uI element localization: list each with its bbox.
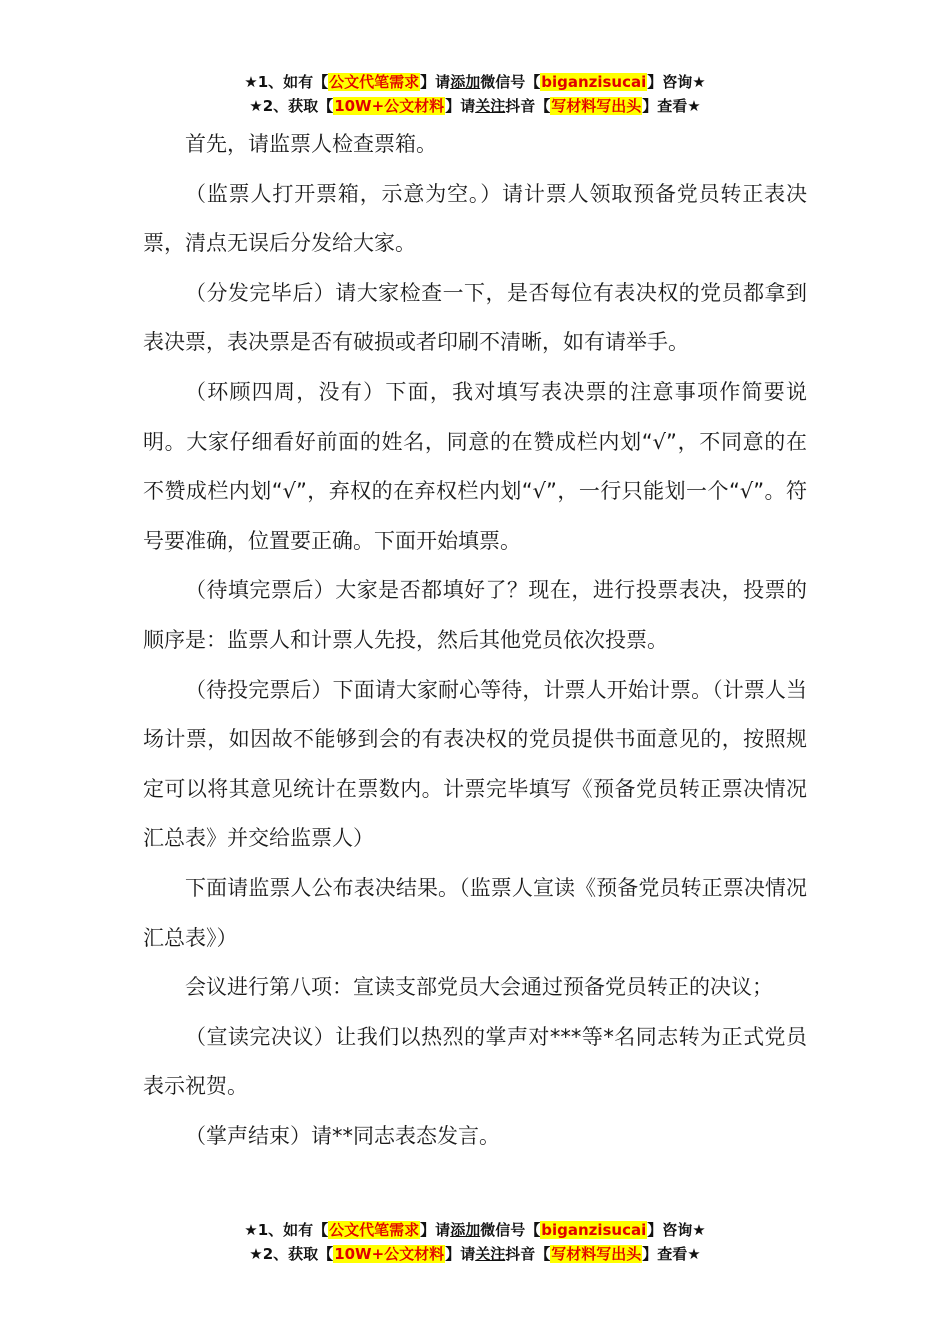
- paragraph: 会议进行第八项：宣读支部党员大会通过预备党员转正的决议；: [185, 975, 773, 1000]
- ad-text: 】查看★: [642, 97, 701, 115]
- paragraph: 下面请监票人公布表决结果。（监票人宣读《预备党员转正票决情况汇总表》）: [143, 875, 807, 950]
- ad-text: 】咨询★: [647, 73, 706, 91]
- paragraph: 首先，请监票人检查票箱。: [185, 132, 437, 156]
- ad-underline: 关注: [475, 97, 506, 115]
- ad-text: ★2、获取【: [249, 97, 334, 115]
- paragraph: （环顾四周，没有）下面，我对填写表决票的注意事项作简要说明。大家仔细看好前面的姓名，同意的在赞成栏内划“√”，不同意的在不赞成栏内划“√”，弃权的在弃权栏内划“√”，一行只能划一个“√”。符号要准确，位置要正确。下面开始填票。: [143, 379, 807, 553]
- ad-highlight: 公文代笔需求: [329, 73, 420, 91]
- paragraph: （分发完毕后）请大家检查一下，是否每位有表决权的党员都拿到表决票，表决票是否有破损或者印刷不清晰，如有请举手。: [143, 280, 807, 355]
- ad-text: ★2、获取【: [249, 1245, 334, 1263]
- header-ad-line-1: [0, 70, 950, 94]
- ad-highlight: biganzisucai: [541, 1221, 647, 1239]
- ad-highlight: 写材料写出头: [551, 1245, 642, 1263]
- header-ad-line-2: [0, 94, 950, 118]
- footer-ad-line-1: [0, 1218, 950, 1242]
- ad-text: 】请: [445, 97, 476, 115]
- paragraph: （待填完票后）大家是否都填好了？现在，进行投票表决，投票的顺序是：监票人和计票人先投，然后其他党员依次投票。: [143, 578, 807, 652]
- paragraph: （监票人打开票箱，示意为空。）请计票人领取预备党员转正表决票，清点无误后分发给大家。: [143, 181, 807, 256]
- ad-underline: 关注: [475, 1245, 506, 1263]
- ad-text: 】咨询★: [647, 1221, 706, 1239]
- ad-highlight: 10W+公文材料: [334, 1245, 445, 1263]
- paragraph: （待投完票后）下面请大家耐心等待，计票人开始计票。（计票人当场计票，如因故不能够到会的有表决权的党员提供书面意见的，按照规定可以将其意见统计在票数内。计票完毕填写《预备党员转正票决情况汇总表》并交给监票人）: [143, 677, 807, 851]
- footer-ad-line-2: [0, 1242, 950, 1266]
- ad-text: ★1、如有【: [244, 1221, 329, 1239]
- ad-text: 】查看★: [642, 1245, 701, 1263]
- header-ad: [0, 70, 950, 118]
- ad-underline: 添加: [450, 1221, 481, 1239]
- ad-text: 微信号【: [480, 73, 541, 91]
- ad-text: 】请: [420, 73, 451, 91]
- ad-underline: 添加: [450, 73, 481, 91]
- ad-highlight: 公文代笔需求: [329, 1221, 420, 1239]
- paragraph: （宣读完决议）让我们以热烈的掌声对***等*名同志转为正式党员表示祝贺。: [143, 1024, 807, 1099]
- ad-text: 微信号【: [480, 1221, 541, 1239]
- document-body: [143, 120, 807, 1161]
- ad-text: ★1、如有【: [244, 73, 329, 91]
- ad-text: 抖音【: [505, 1245, 551, 1263]
- paragraph: （掌声结束）请**同志表态发言。: [185, 1123, 500, 1148]
- ad-text: 】请: [445, 1245, 476, 1263]
- ad-text: 抖音【: [505, 97, 551, 115]
- ad-highlight: 写材料写出头: [551, 97, 642, 115]
- ad-highlight: biganzisucai: [541, 73, 647, 91]
- footer-ad: [0, 1218, 950, 1266]
- ad-highlight: 10W+公文材料: [334, 97, 445, 115]
- ad-text: 】请: [420, 1221, 451, 1239]
